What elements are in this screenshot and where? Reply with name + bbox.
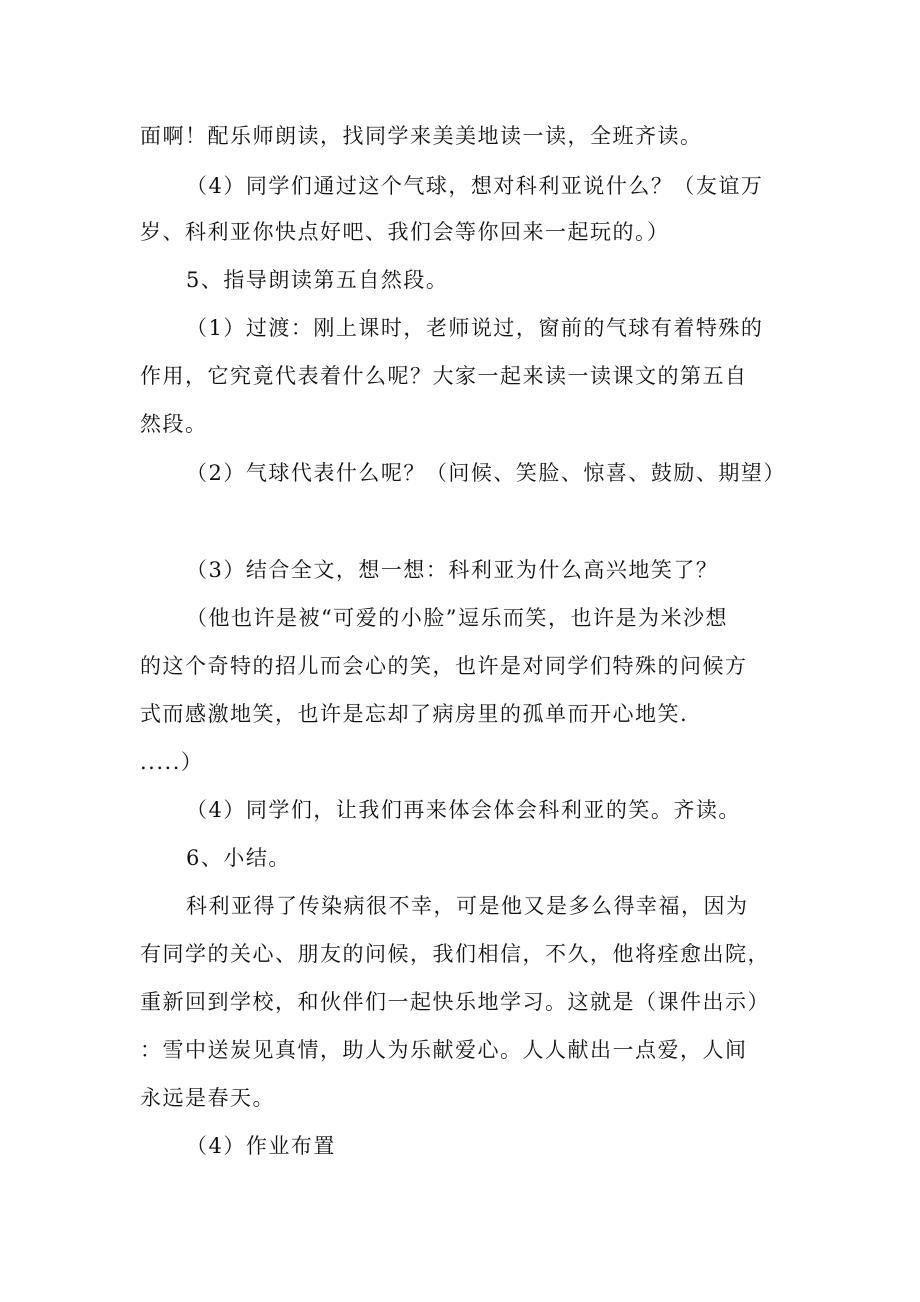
text-line: 重新回到学校，和伙伴们一起快乐地学习。这就是（课件出示） xyxy=(140,990,770,1014)
text-line: （1）过渡：刚上课时，老师说过，窗前的气球有着特殊的 xyxy=(186,316,764,340)
text-line: 有同学的关心、朋友的问候，我们相信，不久，他将痊愈出院， xyxy=(140,942,770,966)
text-line: 然段。 xyxy=(140,412,208,436)
text-line: 永远是春天。 xyxy=(140,1086,275,1110)
text-line: 6、小结。 xyxy=(186,846,291,870)
text-line: （2）气球代表什么呢？（问候、笑脸、惊喜、鼓励、期望） xyxy=(186,461,786,485)
text-line: 岁、科利亚你快点好吧、我们会等你回来一起玩的。） xyxy=(140,220,670,244)
text-line: 的这个奇特的招儿而会心的笑，也许是对同学们特殊的问候方 xyxy=(140,654,748,678)
text-line: 作用，它究竟代表着什么呢？大家一起来读一读课文的第五自 xyxy=(140,364,748,388)
text-line: 5、指导朗读第五自然段。 xyxy=(186,268,449,292)
text-line: （3）结合全文，想一想：科利亚为什么高兴地笑了？ xyxy=(186,558,719,582)
text-line: .....） xyxy=(140,750,204,774)
text-line: （他也许是被“可爱的小脸”逗乐而笑，也许是为米沙想 xyxy=(186,606,728,630)
text-line: 面啊！配乐师朗读，找同学来美美地读一读，全班齐读。 xyxy=(140,124,703,148)
text-line: （4）作业布置 xyxy=(186,1134,336,1158)
text-line: 科利亚得了传染病很不幸，可是他又是多么得幸福，因为 xyxy=(186,894,749,918)
text-line: ：雪中送炭见真情，助人为乐献爱心。人人献出一点爱，人间 xyxy=(140,1038,748,1062)
text-line: （4）同学们通过这个气球，想对科利亚说什么？（友谊万 xyxy=(186,174,764,198)
text-line: 式而感激地笑，也许是忘却了病房里的孤单而开心地笑. xyxy=(140,702,689,726)
text-line: （4）同学们，让我们再来体会体会科利亚的笑。齐读。 xyxy=(186,798,741,822)
